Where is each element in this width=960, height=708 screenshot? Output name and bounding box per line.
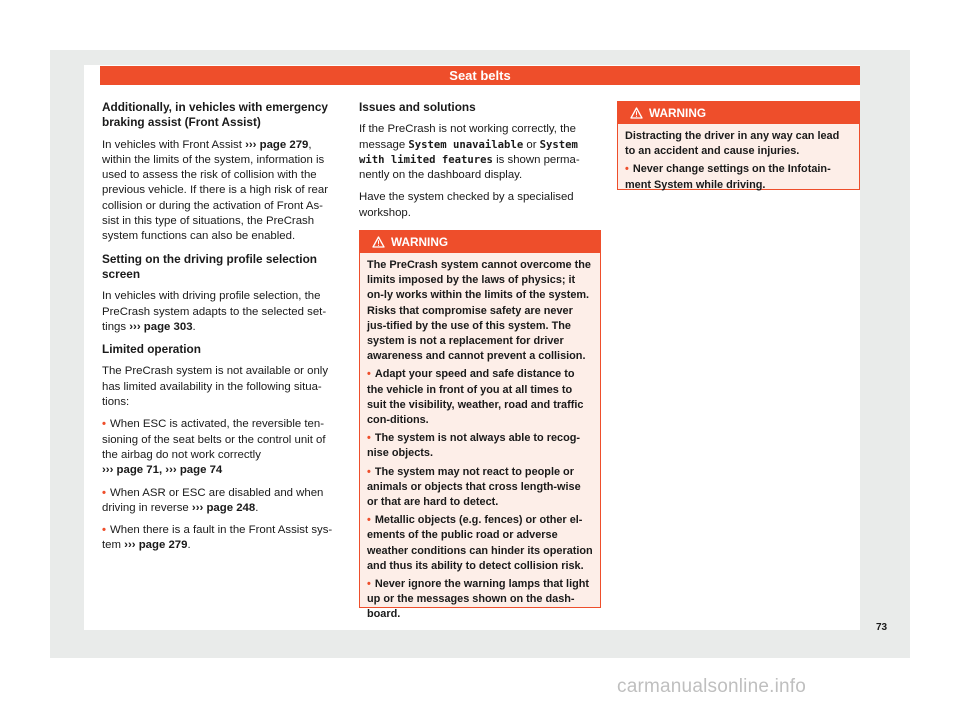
warning-title: WARNING	[391, 235, 449, 249]
message-code: System with limited features	[359, 138, 578, 166]
text: If the PreCrash is not working correctly, the message	[359, 123, 576, 151]
warning-body	[618, 124, 859, 202]
warning-intro: Distracting the driver in any way can lead to an accident and cause injuries.	[625, 130, 840, 158]
bullet-dot: •	[367, 432, 371, 445]
text: When ESC is activated, the reversible ten-sioning of the seat belts or the control unit of the airbag do not work correctly	[102, 418, 326, 461]
page-ref-link[interactable]: ››› page 71, ››› page 74	[102, 464, 223, 477]
bullet-dot: •	[102, 524, 106, 537]
text: Adapt your speed and safe distance to the vehicle in front of you at all times to suit the visibility, weather, road and traffic con-ditions.	[367, 368, 584, 427]
watermark: carmanualsonline.info	[617, 676, 807, 697]
warning-header	[360, 231, 600, 253]
text: The system may not react to people or animals or objects that cross length-wise or that are hard to detect.	[367, 465, 581, 509]
list-item	[102, 417, 334, 478]
heading-issues: Issues and solutions	[359, 100, 476, 114]
list-item	[367, 431, 593, 461]
warning-title: WARNING	[649, 106, 707, 120]
page-number: 73	[876, 622, 888, 633]
bullet-dot: •	[367, 514, 371, 527]
text: Never change settings on the Infotain-ment System while driving.	[625, 163, 831, 191]
bullet-dot: •	[102, 486, 106, 499]
text: .	[192, 320, 196, 333]
list-item	[367, 577, 593, 623]
text: , within the limits of the system, information is used to assess the risk of collision with the previous vehicle. If there is a high risk of rear collision or during the activation of Front As-sist in this type of situations, the PreCrash system functions can also be enabled.	[102, 138, 329, 243]
bullet-dot: •	[625, 163, 629, 176]
heading-driving-profile: Setting on the driving profile selection screen	[102, 251, 317, 281]
paragraph-workshop: Have the system checked by a specialised workshop.	[359, 191, 574, 219]
paragraph-issues	[359, 122, 600, 183]
list-item	[102, 486, 334, 517]
list-item	[625, 162, 852, 192]
text: When ASR or ESC are disabled and when driving in reverse	[102, 486, 324, 514]
warning-triangle-icon	[630, 107, 643, 119]
text: The system is not always able to recog-nise objects.	[367, 432, 581, 460]
list-item	[367, 465, 593, 511]
heading-limited-operation: Limited operation	[102, 342, 201, 357]
text: or	[523, 138, 540, 151]
warning-body	[360, 253, 600, 632]
column-1	[102, 100, 334, 561]
paragraph-driving-profile	[102, 289, 334, 335]
bullet-dot: •	[102, 418, 106, 431]
bullet-dot: •	[367, 368, 371, 381]
page-ref-link[interactable]: ››› page 303	[129, 320, 193, 333]
text: Metallic objects (e.g. fences) or other el-ements of the public road or adverse weather conditions can hinder its operation and thus its ability to detect collision risk.	[367, 514, 593, 572]
paragraph-limited-operation: The PreCrash system is not available or only has limited availability in the following situa-tions:	[102, 365, 329, 409]
text: When there is a fault in the Front Assist sys-tem	[102, 524, 333, 552]
paragraph-front-assist	[102, 138, 334, 245]
message-code: System unavailable	[408, 138, 524, 151]
bullet-dot: •	[367, 465, 371, 478]
list-item	[102, 523, 334, 554]
warning-intro: The PreCrash system cannot overcome the limits imposed by the laws of physics; it on-ly works within the limits of the system. Risks that compromise safety are never jus-tified by the use of this system. The system is not a replacement for driver awareness and cannot prevent a collision.	[367, 259, 591, 363]
warning-triangle-icon	[372, 236, 385, 248]
warning-box-precrash	[359, 230, 601, 621]
bullet-dot: •	[367, 578, 371, 591]
text: .	[255, 501, 259, 514]
heading-front-assist: Additionally, in vehicles with emergency braking assist (Front Assist)	[102, 100, 328, 130]
column-2	[359, 100, 600, 228]
text: is shown perma-nently on the dashboard display.	[359, 153, 580, 182]
list-item	[367, 367, 593, 428]
warning-box-distraction	[617, 101, 860, 190]
page-ref-link[interactable]: ››› page 279	[245, 138, 309, 151]
section-header: Seat belts	[100, 66, 860, 85]
page-ref-link[interactable]: ››› page 248	[191, 501, 256, 514]
text: .	[187, 539, 191, 552]
warning-header	[618, 102, 859, 124]
text: Never ignore the warning lamps that light up or the messages shown on the dash-board.	[367, 578, 590, 621]
page-ref-link[interactable]: ››› page 279	[124, 539, 188, 552]
text: In vehicles with Front Assist	[102, 138, 246, 151]
list-item	[367, 513, 593, 574]
text: In vehicles with driving profile selection, the PreCrash system adapts to the selected set-tings	[102, 290, 327, 333]
